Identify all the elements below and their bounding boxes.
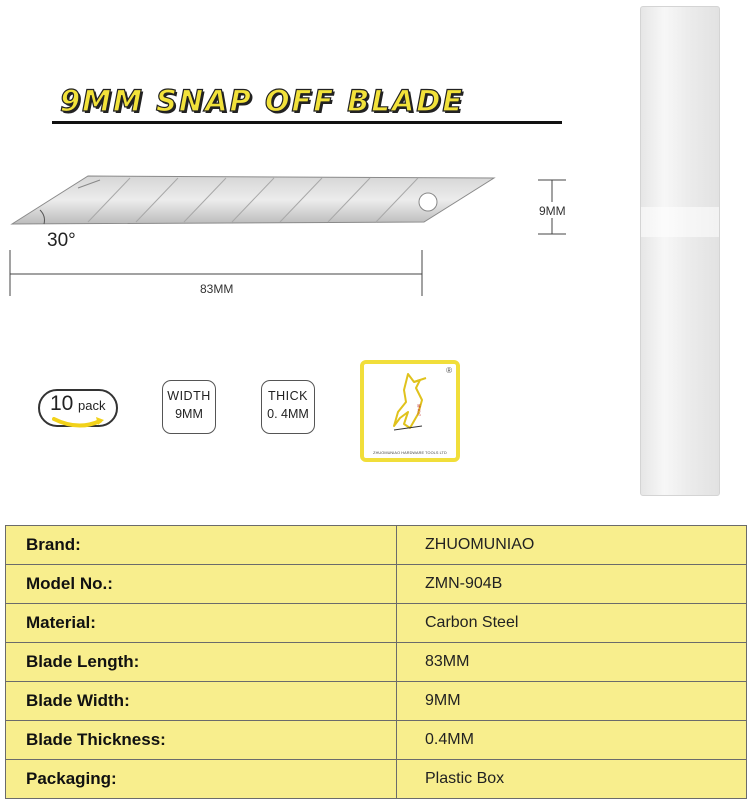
spec-value: Carbon Steel	[397, 604, 747, 643]
swoosh-arrow-icon	[52, 417, 104, 429]
spec-value: ZMN-904B	[397, 565, 747, 604]
spec-label: Blade Thickness:	[6, 721, 397, 760]
registered-mark: ®	[446, 366, 452, 375]
spec-label: Blade Length:	[6, 643, 397, 682]
table-row	[6, 721, 747, 760]
page-title: 9MM SNAP OFF BLADE	[60, 84, 465, 118]
logo-caption: ZHUOMUNIAO HARDWARE TOOLS LTD	[373, 451, 447, 455]
thickness-badge	[261, 380, 315, 434]
table-row	[6, 643, 747, 682]
width-badge-value: 9MM	[175, 407, 203, 421]
thickness-badge-value: 0. 4MM	[267, 407, 309, 421]
thickness-badge-title: THICK	[268, 389, 308, 403]
spec-value: 83MM	[397, 643, 747, 682]
plastic-box-image	[640, 6, 720, 496]
spec-label: Material:	[6, 604, 397, 643]
spec-value: Plastic Box	[397, 760, 747, 799]
title-banner	[52, 78, 562, 124]
spec-value: 0.4MM	[397, 721, 747, 760]
spec-label: Brand:	[6, 526, 397, 565]
table-row	[6, 565, 747, 604]
spec-table	[5, 525, 747, 799]
spec-label: Blade Width:	[6, 682, 397, 721]
title-underline	[52, 121, 562, 124]
length-label: 83MM	[200, 282, 234, 296]
spec-label: Model No.:	[6, 565, 397, 604]
blade-hole	[419, 193, 437, 211]
spec-label: Packaging:	[6, 760, 397, 799]
table-row	[6, 682, 747, 721]
spec-table-body	[6, 526, 747, 799]
blade-diagram	[0, 150, 600, 310]
table-row	[6, 604, 747, 643]
width-badge-title: WIDTH	[167, 389, 211, 403]
table-row	[6, 760, 747, 799]
spec-value: ZHUOMUNIAO	[397, 526, 747, 565]
angle-label: 30°	[47, 230, 76, 251]
table-row	[6, 526, 747, 565]
logo-chinese-mark: 啄木鸟	[417, 404, 422, 416]
width-badge	[162, 380, 216, 434]
brand-logo	[360, 360, 460, 462]
woodpecker-logo-icon	[364, 364, 456, 444]
pack-count-badge	[38, 383, 118, 431]
spec-value: 9MM	[397, 682, 747, 721]
width-label: 9MM	[539, 204, 566, 218]
pack-word: pack	[78, 398, 106, 413]
plastic-box-seam	[641, 207, 719, 237]
pack-number: 10	[50, 392, 74, 415]
